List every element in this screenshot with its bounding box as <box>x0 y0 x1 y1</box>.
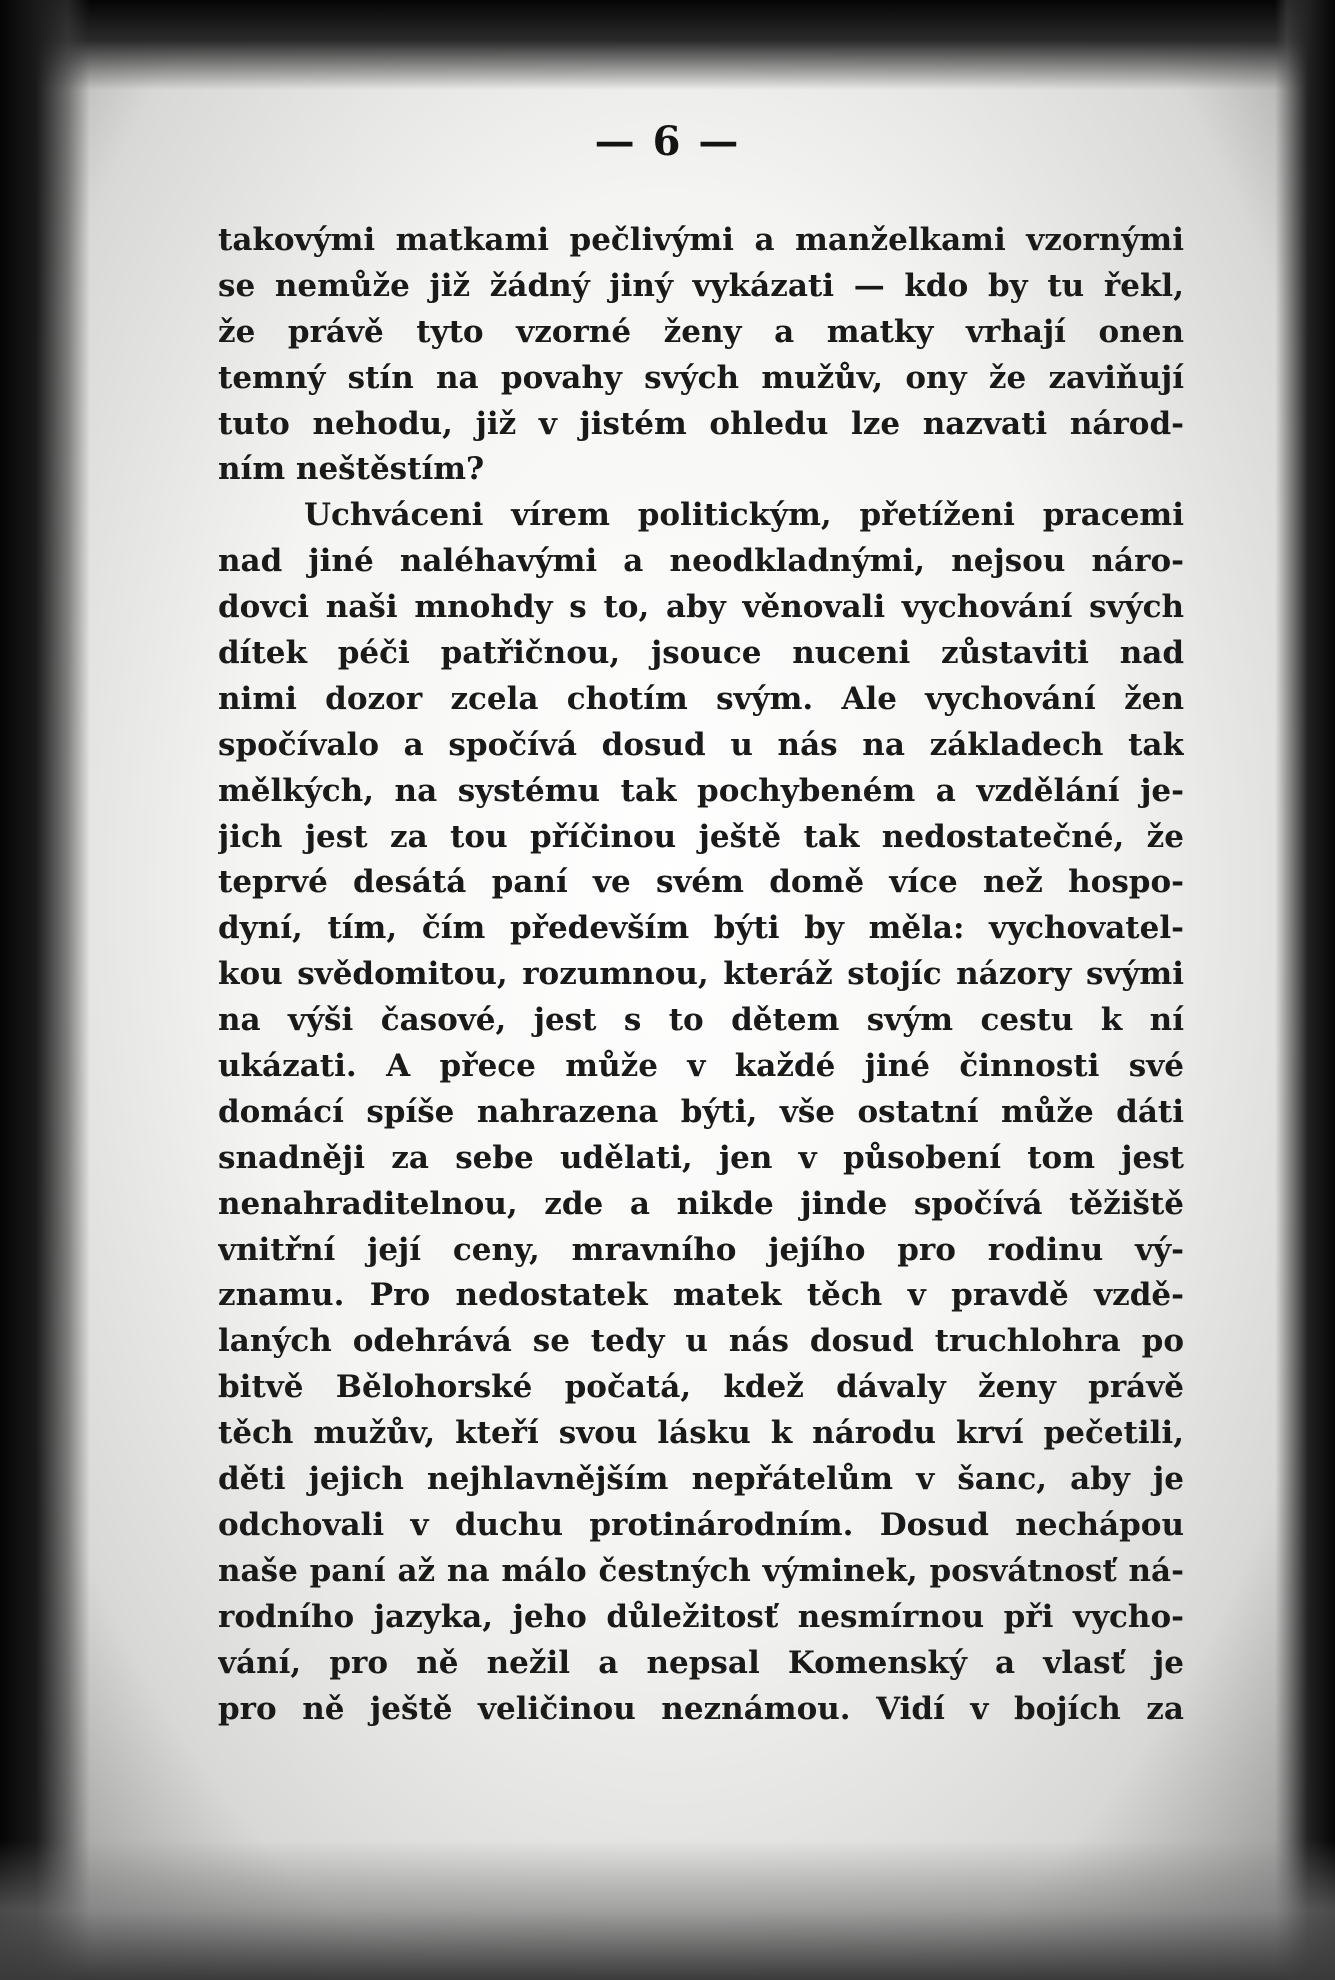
text-line: mělkých, na systému tak pochybeném a vzdělání je- <box>218 772 1184 809</box>
text-line: nad jiné naléhavými a neodkladnými, nejsou náro- <box>218 543 1184 580</box>
text-line: temný stín na povahy svých mužův, ony že zaviňují <box>218 359 1184 396</box>
text-line: Uchváceni vírem politickým, přetíženi pracemi <box>304 497 1184 534</box>
text-line: ním neštěstím? <box>218 451 485 488</box>
text-line: že právě tyto vzorné ženy a matky vrhají onen <box>218 313 1184 350</box>
text-line: dítek péči patřičnou, jsouce nuceni zůstaviti nad <box>218 635 1184 672</box>
text-line: domácí spíše nahrazena býti, vše ostatní může dáti <box>218 1093 1184 1130</box>
body-text <box>218 218 1184 1732</box>
text-line: takovými matkami pečlivými a manželkami vzornými <box>218 222 1184 258</box>
text-line: se nemůže již žádný jiný vykázati — kdo by tu řekl, <box>218 267 1184 304</box>
text-line: laných odehrává se tedy u nás dosud truchlohra po <box>218 1323 1184 1360</box>
text-line: pro ně ještě veličinou neznámou. Vidí v bojích za <box>218 1690 1184 1727</box>
scan-shadow-top <box>0 0 1335 90</box>
text-line: dovci naši mnohdy s to, aby věnovali vychování svých <box>218 589 1184 626</box>
text-line: dyní, tím, čím především býti by měla: vychovatel- <box>218 910 1184 947</box>
text-line: tuto nehodu, již v jistém ohledu lze nazvati národ- <box>218 405 1184 442</box>
scan-shadow-right <box>1275 0 1335 1980</box>
text-line: děti jejich nejhlavnějším nepřátelům v šanc, aby je <box>218 1461 1184 1498</box>
text-line: těch mužův, kteří svou lásku k národu krví pečetili, <box>218 1415 1184 1452</box>
text-line: kou svědomitou, rozumnou, kteráž stojíc názory svými <box>218 956 1184 993</box>
text-line: vání, pro ně nežil a nepsal Komenský a vlasť je <box>218 1644 1184 1681</box>
text-line: jich jest za tou příčinou ještě tak nedostatečné, že <box>218 818 1184 855</box>
scan-shadow-left <box>0 0 90 1980</box>
text-line: ukázati. A přece může v každé jiné činnosti své <box>218 1048 1184 1085</box>
page-number: — 6 — <box>594 118 741 165</box>
text-line: teprvé desátá paní ve svém domě více než hospo- <box>218 864 1184 901</box>
text-line: spočívalo a spočívá dosud u nás na základech tak <box>218 726 1184 763</box>
text-line: znamu. Pro nedostatek matek těch v pravdě vzdě- <box>218 1277 1184 1314</box>
text-line: nenahraditelnou, zde a nikde jinde spočívá těžiště <box>218 1185 1184 1222</box>
text-line: odchovali v duchu protinárodním. Dosud nechápou <box>218 1506 1184 1543</box>
text-line: snadněji za sebe udělati, jen v působení tom jest <box>218 1139 1184 1176</box>
text-line: bitvě Bělohorské počatá, kdež dávaly ženy právě <box>218 1369 1184 1406</box>
text-line: nimi dozor zcela chotím svým. Ale vychování žen <box>218 680 1184 717</box>
scan-shadow-bottom <box>0 1840 1335 1980</box>
text-line: naše paní až na málo čestných výminek, posvátnosť ná- <box>218 1552 1184 1589</box>
text-line: na výši časové, jest s to dětem svým cestu k ní <box>218 1002 1184 1039</box>
text-line: rodního jazyka, jeho důležitosť nesmírnou při vycho- <box>218 1598 1184 1635</box>
text-line: vnitřní její ceny, mravního jejího pro rodinu vý- <box>218 1231 1184 1268</box>
